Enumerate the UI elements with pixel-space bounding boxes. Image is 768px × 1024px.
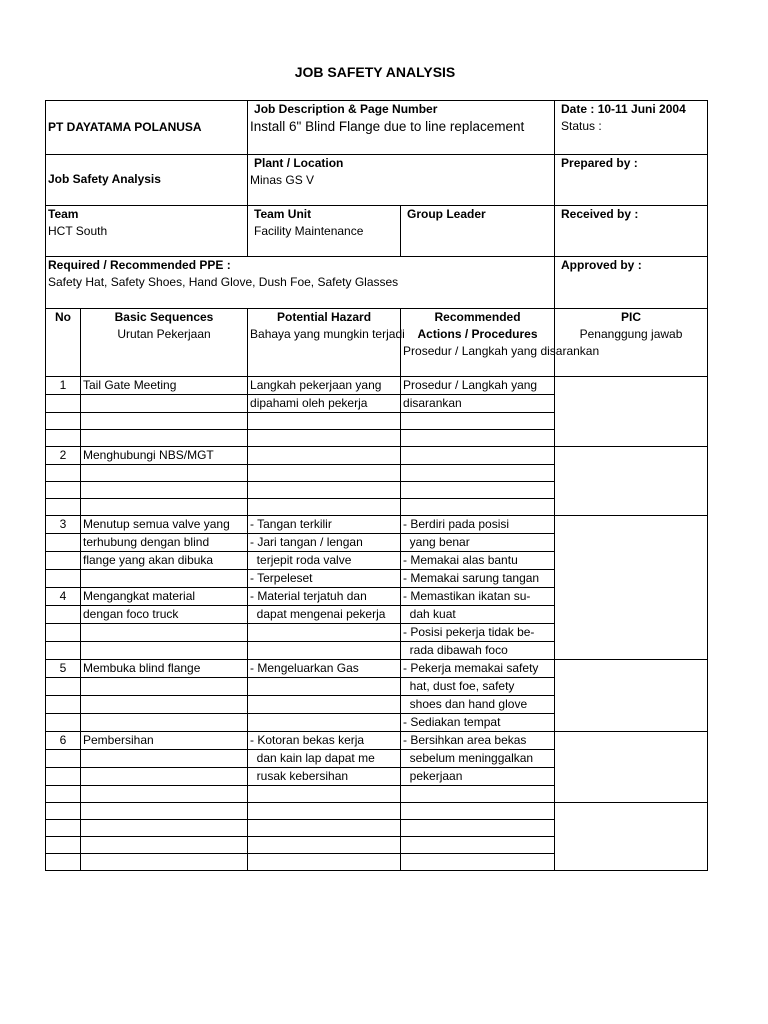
row-action-cell (401, 854, 555, 871)
row-no-cell (46, 642, 81, 660)
received-by-label: Received by : (561, 207, 639, 221)
row-hazard-cell: - Kotoran bekas kerja (248, 732, 401, 750)
row-no-cell (46, 395, 81, 413)
row-hazard-cell (248, 642, 401, 660)
row-hazard-cell (248, 803, 401, 820)
row-hazard-cell: - Material terjatuh dan (248, 588, 401, 606)
row-no-cell (46, 465, 81, 482)
ppe-value: Safety Hat, Safety Shoes, Hand Glove, Dush Foe, Safety Glasses (48, 275, 399, 289)
row-hazard-cell: - Jari tangan / lengan (248, 534, 401, 552)
prepared-by-cell (555, 155, 708, 206)
row-hazard-cell (248, 465, 401, 482)
plant-location-value: Minas GS V (250, 173, 315, 187)
row-action-cell: pekerjaan (401, 768, 555, 786)
row-sequence-cell (81, 430, 248, 447)
row-hazard-cell (248, 678, 401, 696)
table-row (46, 516, 708, 534)
row-action-cell: yang benar (401, 534, 555, 552)
row-sequence-cell: Mengangkat material (81, 588, 248, 606)
table-row (46, 803, 708, 820)
row-hazard-cell: - Mengeluarkan Gas (248, 660, 401, 678)
row-sequence-cell: Membuka blind flange (81, 660, 248, 678)
row-action-cell: rada dibawah foco (401, 642, 555, 660)
row-hazard-cell (248, 786, 401, 803)
row-no-cell (46, 482, 81, 499)
group-leader-cell (401, 206, 555, 257)
row-no-cell (46, 624, 81, 642)
status-label: Status : (561, 119, 602, 133)
row-action-cell: shoes dan hand glove (401, 696, 555, 714)
team-unit-label: Team Unit (254, 207, 312, 221)
row-action-cell: - Memastikan ikatan su- (401, 588, 555, 606)
row-action-cell: - Posisi pekerja tidak be- (401, 624, 555, 642)
jsa-label-cell (46, 155, 248, 206)
row-hazard-cell: - Terpeleset (248, 570, 401, 588)
row-action-cell: Prosedur / Langkah yang (401, 377, 555, 395)
row-sequence-cell (81, 803, 248, 820)
header-row-team (46, 206, 708, 257)
row-no-cell (46, 714, 81, 732)
ppe-label: Required / Recommended PPE : (48, 258, 231, 272)
row-sequence-cell: dengan foco truck (81, 606, 248, 624)
row-action-cell (401, 430, 555, 447)
pic-cell (555, 516, 708, 660)
ppe-cell (46, 257, 555, 309)
row-sequence-cell (81, 570, 248, 588)
col-pic-label: PIC (621, 310, 642, 324)
row-action-cell (401, 837, 555, 854)
row-no-cell: 2 (46, 447, 81, 465)
plant-location-cell (248, 155, 555, 206)
row-sequence-cell (81, 714, 248, 732)
column-header-row (46, 309, 708, 377)
row-no-cell (46, 820, 81, 837)
row-action-cell: sebelum meninggalkan (401, 750, 555, 768)
col-actions-label-1: Recommended (434, 310, 521, 324)
row-action-cell: - Berdiri pada posisi (401, 516, 555, 534)
row-sequence-cell (81, 837, 248, 854)
row-no-cell (46, 786, 81, 803)
table-row (46, 377, 708, 395)
row-action-cell: - Bersihkan area bekas (401, 732, 555, 750)
row-sequence-cell (81, 768, 248, 786)
row-hazard-cell: rusak kebersihan (248, 768, 401, 786)
row-action-cell (401, 447, 555, 465)
row-action-cell (401, 803, 555, 820)
row-hazard-cell (248, 624, 401, 642)
team-value: HCT South (48, 224, 108, 238)
pic-cell (555, 377, 708, 447)
row-action-cell (401, 482, 555, 499)
team-cell (46, 206, 248, 257)
plant-location-label: Plant / Location (254, 156, 344, 170)
row-sequence-cell (81, 624, 248, 642)
pic-cell (555, 803, 708, 871)
row-sequence-cell: flange yang akan dibuka (81, 552, 248, 570)
pic-cell (555, 732, 708, 803)
row-sequence-cell (81, 696, 248, 714)
company-cell (46, 101, 248, 155)
team-unit-value: Facility Maintenance (254, 224, 364, 238)
row-hazard-cell: dipahami oleh pekerja (248, 395, 401, 413)
row-no-cell (46, 606, 81, 624)
row-no-cell (46, 803, 81, 820)
row-sequence-cell: Menutup semua valve yang (81, 516, 248, 534)
col-pic-sub: Penanggung jawab (579, 327, 683, 341)
col-hazard-label: Potential Hazard (277, 310, 372, 324)
row-sequence-cell (81, 642, 248, 660)
row-action-cell: disarankan (401, 395, 555, 413)
row-no-cell (46, 499, 81, 516)
row-sequence-cell (81, 678, 248, 696)
row-hazard-cell (248, 854, 401, 871)
row-sequence-cell (81, 413, 248, 430)
row-no-cell (46, 768, 81, 786)
row-no-cell (46, 552, 81, 570)
approved-by-cell (555, 257, 708, 309)
col-no-label: No (55, 310, 71, 324)
row-action-cell (401, 786, 555, 803)
row-sequence-cell (81, 820, 248, 837)
row-hazard-cell (248, 714, 401, 732)
row-hazard-cell (248, 413, 401, 430)
row-hazard-cell (248, 482, 401, 499)
row-sequence-cell (81, 499, 248, 516)
row-no-cell: 4 (46, 588, 81, 606)
col-actions-sub: Prosedur / Langkah yang disarankan (403, 344, 600, 358)
row-no-cell (46, 750, 81, 768)
row-action-cell: - Memakai sarung tangan (401, 570, 555, 588)
row-action-cell (401, 413, 555, 430)
row-sequence-cell (81, 482, 248, 499)
row-sequence-cell: Menghubungi NBS/MGT (81, 447, 248, 465)
header-row-ppe (46, 257, 708, 309)
row-no-cell (46, 413, 81, 430)
col-hazard-sub: Bahaya yang mungkin terjadi (250, 327, 405, 341)
row-hazard-cell (248, 820, 401, 837)
row-sequence-cell (81, 395, 248, 413)
row-action-cell (401, 465, 555, 482)
team-unit-cell (248, 206, 401, 257)
row-hazard-cell (248, 837, 401, 854)
row-action-cell: - Memakai alas bantu (401, 552, 555, 570)
date-status-cell (555, 101, 708, 155)
row-no-cell: 6 (46, 732, 81, 750)
row-hazard-cell (248, 696, 401, 714)
row-hazard-cell: dan kain lap dapat me (248, 750, 401, 768)
row-hazard-cell (248, 499, 401, 516)
group-leader-label: Group Leader (407, 207, 486, 221)
row-hazard-cell (248, 430, 401, 447)
table-row (46, 447, 708, 465)
row-hazard-cell (248, 447, 401, 465)
row-action-cell: - Sediakan tempat (401, 714, 555, 732)
row-action-cell (401, 820, 555, 837)
approved-by-label: Approved by : (561, 258, 642, 272)
prepared-by-label: Prepared by : (561, 156, 638, 170)
col-seq-sub: Urutan Pekerjaan (117, 327, 211, 341)
date-label: Date : 10-11 Juni 2004 (561, 102, 686, 116)
job-description-value: Install 6" Blind Flange due to line replacement (250, 119, 525, 134)
row-hazard-cell: Langkah pekerjaan yang (248, 377, 401, 395)
received-by-cell (555, 206, 708, 257)
col-seq-header (81, 309, 248, 377)
row-action-cell: dah kuat (401, 606, 555, 624)
jsa-label: Job Safety Analysis (48, 172, 161, 186)
job-description-cell (248, 101, 555, 155)
row-sequence-cell: terhubung dengan blind (81, 534, 248, 552)
row-no-cell (46, 678, 81, 696)
job-description-label: Job Description & Page Number (254, 102, 438, 116)
col-actions-label-2: Actions / Procedures (417, 327, 538, 341)
row-sequence-cell (81, 750, 248, 768)
header-row-plant (46, 155, 708, 206)
col-hazard-header (248, 309, 405, 377)
row-no-cell (46, 430, 81, 447)
pic-cell (555, 447, 708, 516)
jsa-form-table (45, 100, 708, 871)
row-sequence-cell: Tail Gate Meeting (81, 377, 248, 395)
header-row-company (46, 101, 708, 155)
row-no-cell: 3 (46, 516, 81, 534)
row-no-cell (46, 837, 81, 854)
row-action-cell (401, 499, 555, 516)
table-row (46, 660, 708, 678)
row-no-cell: 5 (46, 660, 81, 678)
row-hazard-cell: terjepit roda valve (248, 552, 401, 570)
row-action-cell: hat, dust foe, safety (401, 678, 555, 696)
team-label: Team (48, 207, 79, 221)
table-row (46, 732, 708, 750)
row-no-cell (46, 570, 81, 588)
col-no-header (46, 309, 81, 377)
row-action-cell: - Pekerja memakai safety (401, 660, 555, 678)
row-no-cell: 1 (46, 377, 81, 395)
row-sequence-cell (81, 786, 248, 803)
row-sequence-cell: Pembersihan (81, 732, 248, 750)
row-hazard-cell: - Tangan terkilir (248, 516, 401, 534)
page-title: JOB SAFETY ANALYSIS (294, 64, 456, 80)
col-pic-header (555, 309, 708, 377)
col-seq-label: Basic Sequences (114, 310, 214, 324)
row-no-cell (46, 854, 81, 871)
row-sequence-cell (81, 854, 248, 871)
pic-cell (555, 660, 708, 732)
company-name: PT DAYATAMA POLANUSA (48, 120, 202, 134)
row-hazard-cell: dapat mengenai pekerja (248, 606, 401, 624)
row-no-cell (46, 534, 81, 552)
row-no-cell (46, 696, 81, 714)
row-sequence-cell (81, 465, 248, 482)
col-actions-header (401, 309, 600, 377)
